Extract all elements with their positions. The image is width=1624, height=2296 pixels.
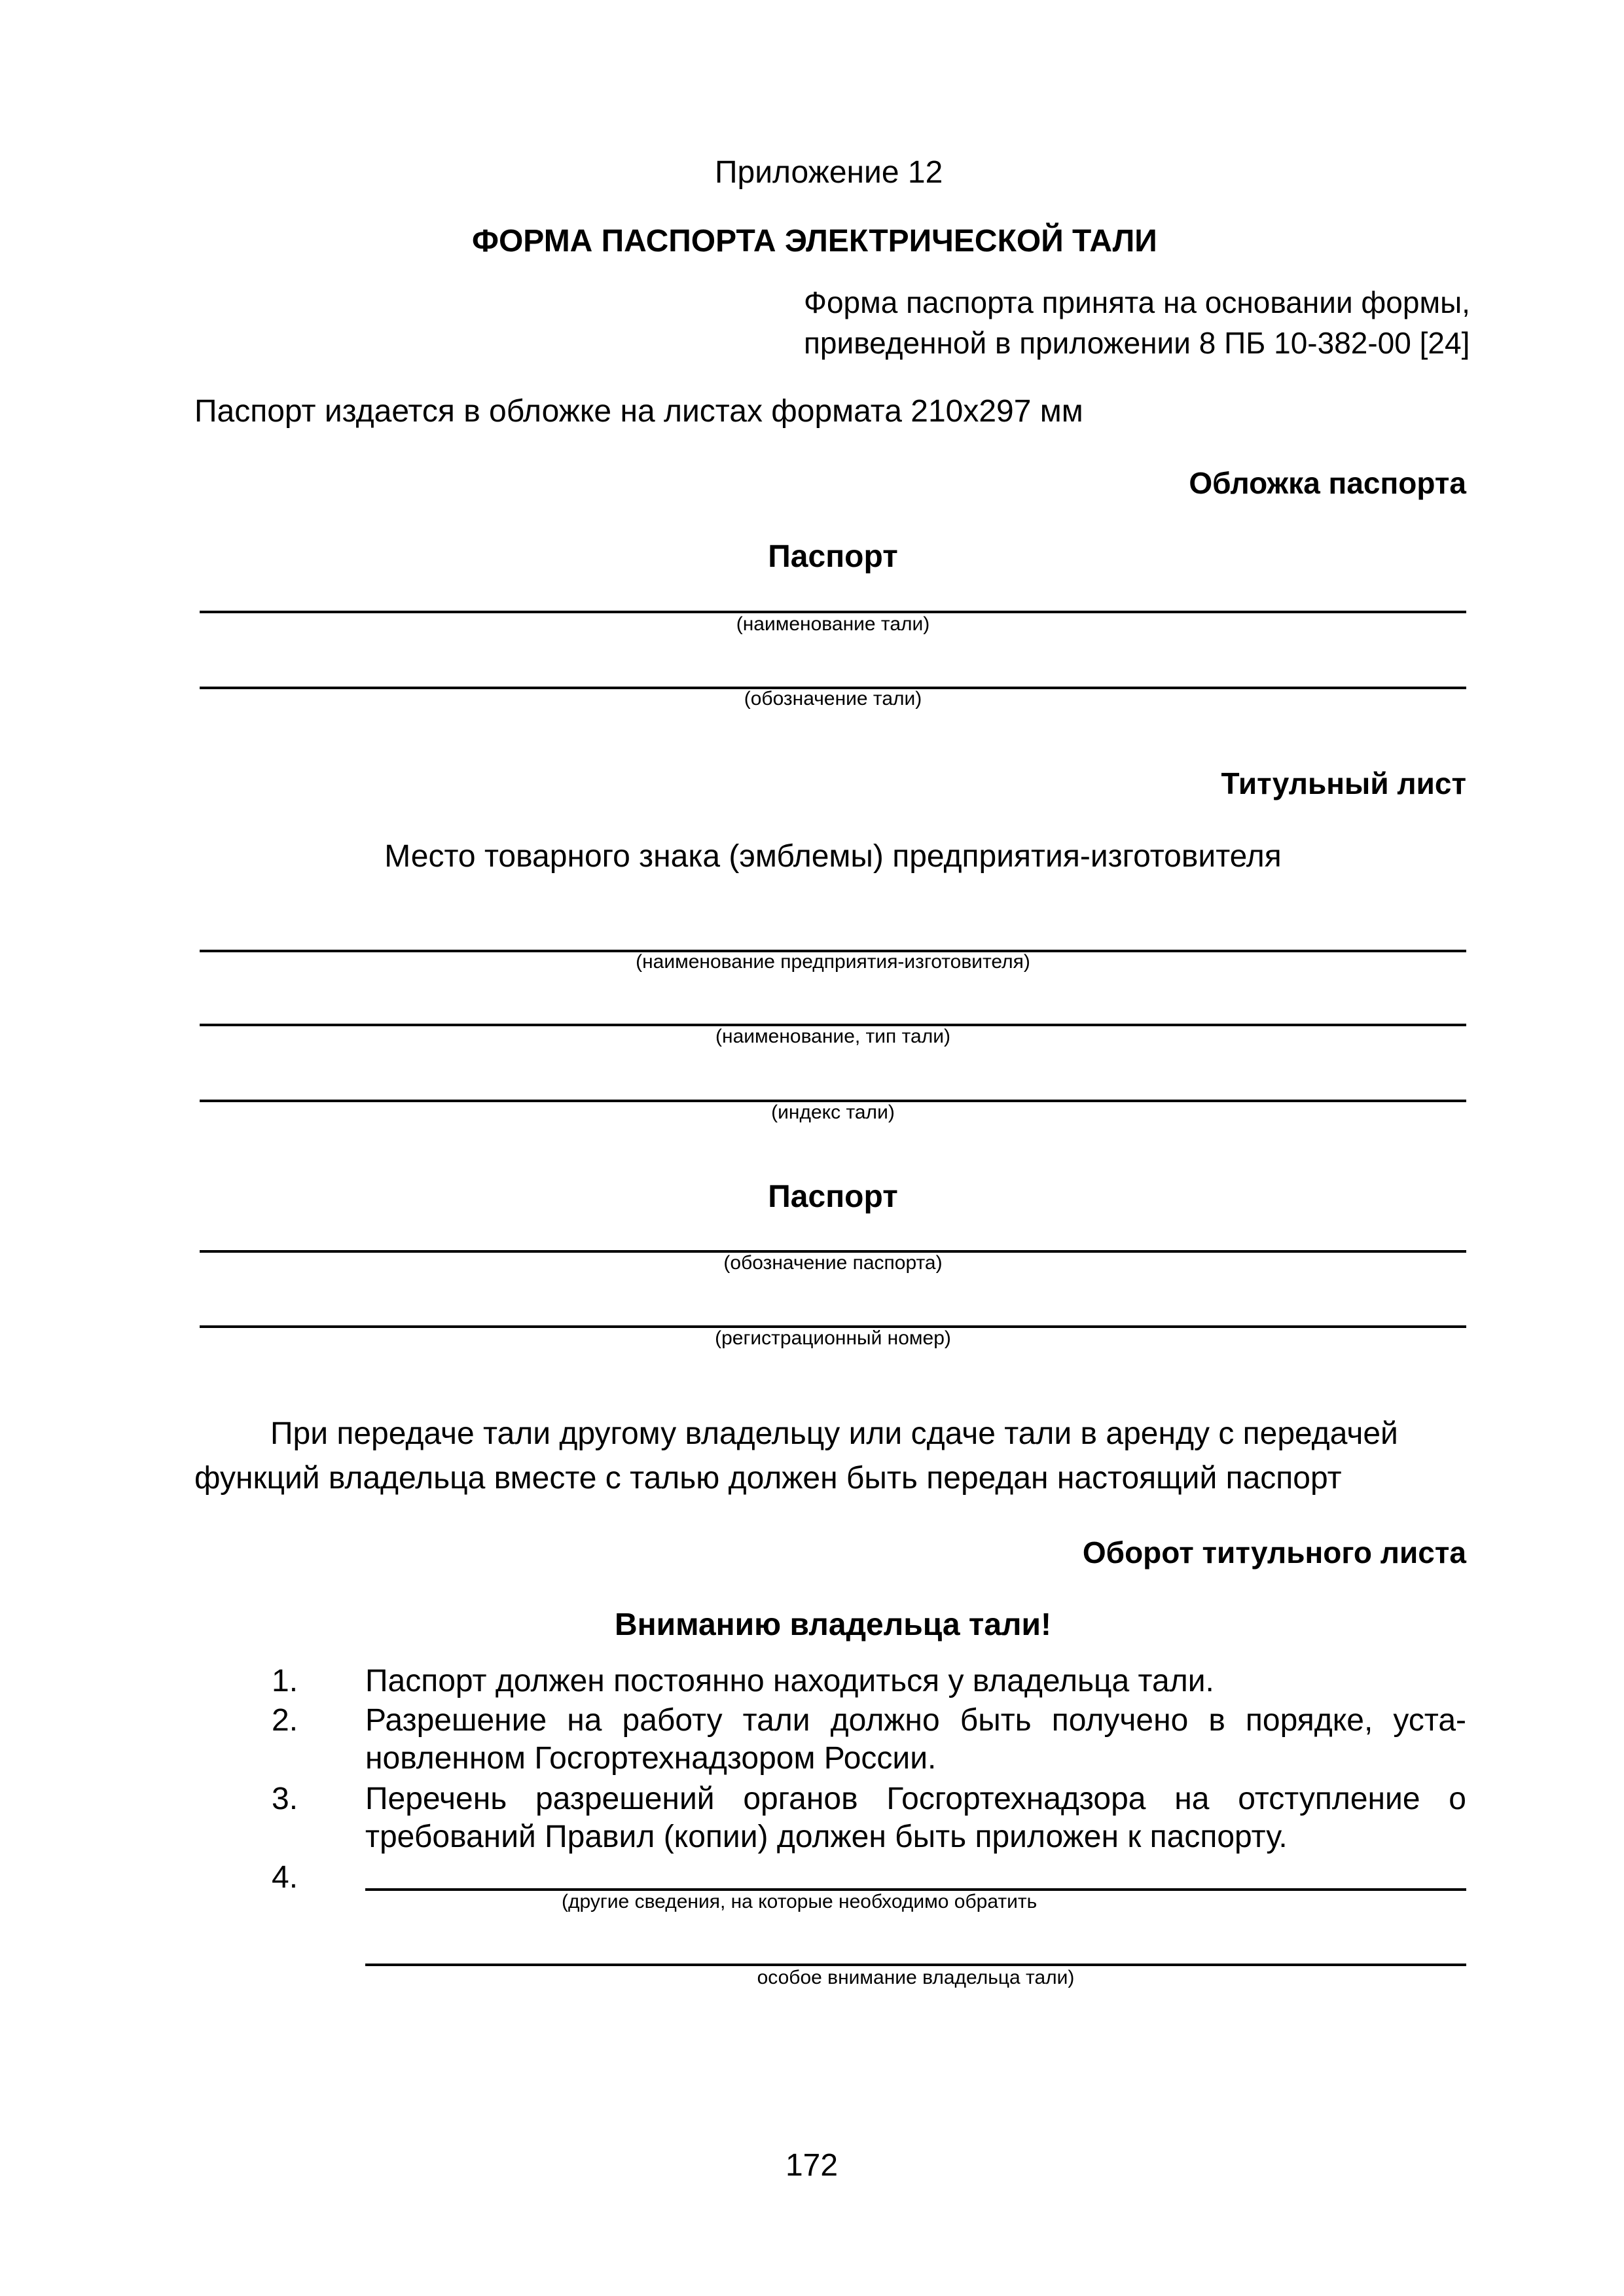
cover-heading: Обложка паспорта: [1189, 466, 1466, 500]
other-info-caption: (другие сведения, на которые необходимо обратить: [562, 1891, 1038, 1912]
title-passport-word: Паспорт: [768, 1179, 898, 1214]
cover-passport-word: Паспорт: [768, 539, 898, 574]
hoist-index-caption: (индекс тали): [771, 1102, 895, 1123]
transfer-note-line1: При передаче тали другому владельцу или сдаче тали в аренду с передачей: [270, 1416, 1398, 1451]
registration-number-caption: (регистрационный номер): [715, 1327, 951, 1349]
cover-designation-caption: (обозначение тали): [744, 688, 922, 709]
list-item-text: Паспорт должен постоянно находиться у владельца тали.: [365, 1664, 1214, 1698]
page-number: 172: [785, 2148, 839, 2183]
emblem-place: Место товарного знака (эмблемы) предприятия-изготовителя: [384, 839, 1282, 874]
list-item-number: 4.: [272, 1860, 298, 1895]
appendix-label: Приложение 12: [715, 155, 943, 190]
list-item-number: 3.: [272, 1782, 298, 1816]
list-item-text-cont: требований Правил (копии) должен быть приложен к паспорту.: [365, 1820, 1288, 1854]
cover-name-caption: (наименование тали): [736, 613, 930, 635]
other-info-caption-2: особое внимание владельца тали): [757, 1967, 1075, 1988]
basis-note-line1: Форма паспорта принята на основании формы,: [804, 285, 1470, 319]
title-page-heading: Титульный лист: [1221, 766, 1466, 800]
document-title: ФОРМА ПАСПОРТА ЭЛЕКТРИЧЕСКОЙ ТАЛИ: [472, 224, 1157, 259]
hoist-type-caption: (наименование, тип тали): [715, 1026, 950, 1047]
manufacturer-caption: (наименование предприятия-изготовителя): [636, 951, 1030, 973]
format-note: Паспорт издается в обложке на листах формата 210х297 мм: [194, 394, 1083, 429]
passport-designation-caption: (обозначение паспорта): [723, 1252, 943, 1274]
reverse-heading: Оборот титульного листа: [1082, 1535, 1466, 1570]
list-item-text-cont: новленном Госгортехнадзором России.: [365, 1741, 937, 1776]
list-item-text: Перечень разрешений органов Госгортехнадзора на отступление о: [365, 1782, 1466, 1816]
list-item-number: 2.: [272, 1703, 298, 1738]
basis-note-line2: приведенной в приложении 8 ПБ 10-382-00 [24]: [804, 326, 1470, 360]
attention-heading: Вниманию владельца тали!: [614, 1607, 1052, 1642]
list-item-text: Разрешение на работу тали должно быть получено в порядке, уста-: [365, 1703, 1466, 1738]
transfer-note-line2: функций владельца вместе с талью должен быть передан настоящий паспорт: [194, 1461, 1342, 1496]
list-item-number: 1.: [272, 1664, 298, 1698]
